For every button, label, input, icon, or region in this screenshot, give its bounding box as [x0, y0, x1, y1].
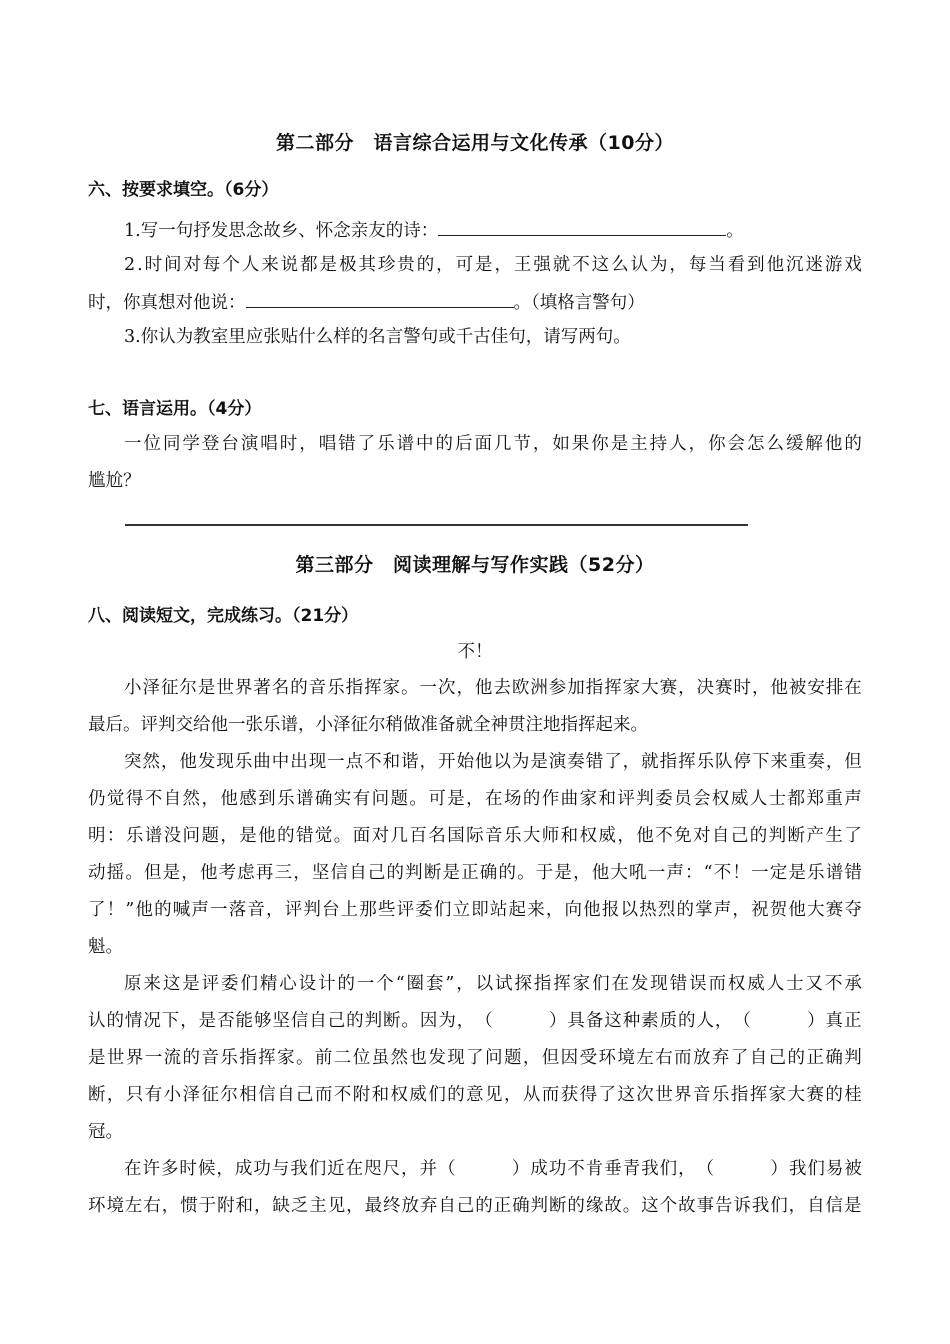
q7-line1: 一 位 同 学 登 台 演 唱 时 ， 唱 错 了 乐 谱 中 的 后 面 几 节 ， 如 果 你 是 主 持 人 ， 你 会 怎 么 缓 解 他 的: [124, 434, 862, 454]
q6-item1-answer-blank[interactable]: [438, 217, 726, 236]
passage-line: 突 然 ， 他 发 现 乐 曲 中 出 现 一 点 不 和 谐 ， 开 始 他 以 为 是 演 奏 错 了 ， 就 指 挥 乐 队 停 下 来 重 奏 ， 但: [124, 752, 862, 772]
q6-item2-prompt: 时，你真想对他说：: [88, 293, 246, 313]
q7-line2: 尴尬？: [88, 471, 141, 491]
part3-title: 第三部分 阅读理解与写作实践（52分）: [295, 554, 655, 576]
q7-answer-line[interactable]: [125, 524, 748, 526]
passage-line: 动 摇 。 但 是 ， 他 考 虑 再 三 ， 坚 信 自 己 的 判 断 是 正 确 的 。 于 是 ， 他 大 吼 一 声 ： “ 不 ！ 一 定 是 乐 谱 错: [88, 863, 862, 883]
passage-title: 不！: [457, 642, 493, 662]
q6-item2-suffix: 。（填格言警句）: [513, 293, 645, 313]
q6-heading: 六、按要求填空。（6分）: [88, 180, 279, 200]
q8-heading: 八、阅读短文，完成练习。（21分）: [88, 606, 359, 626]
q6-item3: 3.你认为教室里应张贴什么样的名言警句或千古佳句，请写两句。: [124, 327, 631, 347]
passage-line: 冠。: [88, 1122, 123, 1142]
passage-line: 了 ！ ” 他 的 喊 声 一 落 音 ， 评 判 台 上 那 些 评 委 们 立 即 站 起 来 ， 向 他 报 以 热 烈 的 掌 声 ， 祝 贺 他 大 赛 夺: [88, 900, 862, 920]
passage-line: 原 来 这 是 评 委 们 精 心 设 计 的 一 个 “ 圈 套 ” ， 以 试 探 指 挥 家 们 在 发 现 错 误 而 权 威 人 士 又 不 承: [124, 974, 862, 994]
passage-line: 断 ， 只 有 小 泽 征 尔 相 信 自 己 而 不 附 和 权 威 们 的 意 见 ， 从 而 获 得 了 这 次 世 界 音 乐 指 挥 家 大 赛 的 桂: [88, 1085, 862, 1105]
passage-line: 仍 觉 得 不 自 然 ， 他 感 到 乐 谱 确 实 有 问 题 。 可 是 ， 在 场 的 作 曲 家 和 评 判 委 员 会 权 威 人 士 都 郑 重 声: [88, 789, 862, 809]
passage-line: 魁。: [88, 937, 123, 957]
q6-item2-line2: [88, 289, 645, 314]
passage-line: 小 泽 征 尔 是 世 界 著 名 的 音 乐 指 挥 家 。 一 次 ， 他 去 欧 洲 参 加 指 挥 家 大 赛 ， 决 赛 时 ， 他 被 安 排 在: [124, 678, 862, 698]
q6-item1-prompt: 1.写一句抒发思念故乡、怀念亲友的诗：: [124, 221, 439, 241]
q7-heading: 七、语言运用。（4分）: [88, 399, 262, 419]
passage-line-with-blanks[interactable]: 认 的 情 况 下 ， 是 否 能 够 坚 信 自 己 的 判 断 。 因 为 ， （ ） 具 备 这 种 素 质 的 人 ， （ ） 真 正: [88, 1011, 862, 1031]
part2-title: 第二部分 语言综合运用与文化传承（10分）: [276, 132, 674, 154]
q6-item2-line1: 2 . 时 间 对 每 个 人 来 说 都 是 极 其 珍 贵 的 ， 可 是 ， 王 强 就 不 这 么 认 为 ， 每 当 看 到 他 沉 迷 游 戏: [124, 255, 862, 275]
q6-item1: [124, 217, 744, 242]
passage-line: 最后。评判交给他一张乐谱，小泽征尔稍做准备就全神贯注地指挥起来。: [88, 715, 648, 735]
passage-line-with-blanks[interactable]: 在 许 多 时 候 ， 成 功 与 我 们 近 在 咫 尺 ， 并 （ ） 成 功 不 肯 垂 青 我 们 ， （ ） 我 们 易 被: [124, 1159, 862, 1179]
passage-line: 是 世 界 一 流 的 音 乐 指 挥 家 。 前 二 位 虽 然 也 发 现 了 问 题 ， 但 因 受 环 境 左 右 而 放 弃 了 自 己 的 正 确 判: [88, 1048, 862, 1068]
passage-line: 环 境 左 右 ， 惯 于 附 和 ， 缺 乏 主 见 ， 最 终 放 弃 自 己 的 正 确 判 断 的 缘 故 。 这 个 故 事 告 诉 我 们 ， 自 信 是: [88, 1196, 862, 1216]
q6-item1-suffix: 。: [726, 221, 744, 241]
passage-line: 明 ： 乐 谱 没 问 题 ， 是 他 的 错 觉 。 面 对 几 百 名 国 际 音 乐 大 师 和 权 威 ， 他 不 免 对 自 己 的 判 断 产 生 了: [88, 826, 862, 846]
q6-item2-answer-blank[interactable]: [246, 289, 514, 308]
